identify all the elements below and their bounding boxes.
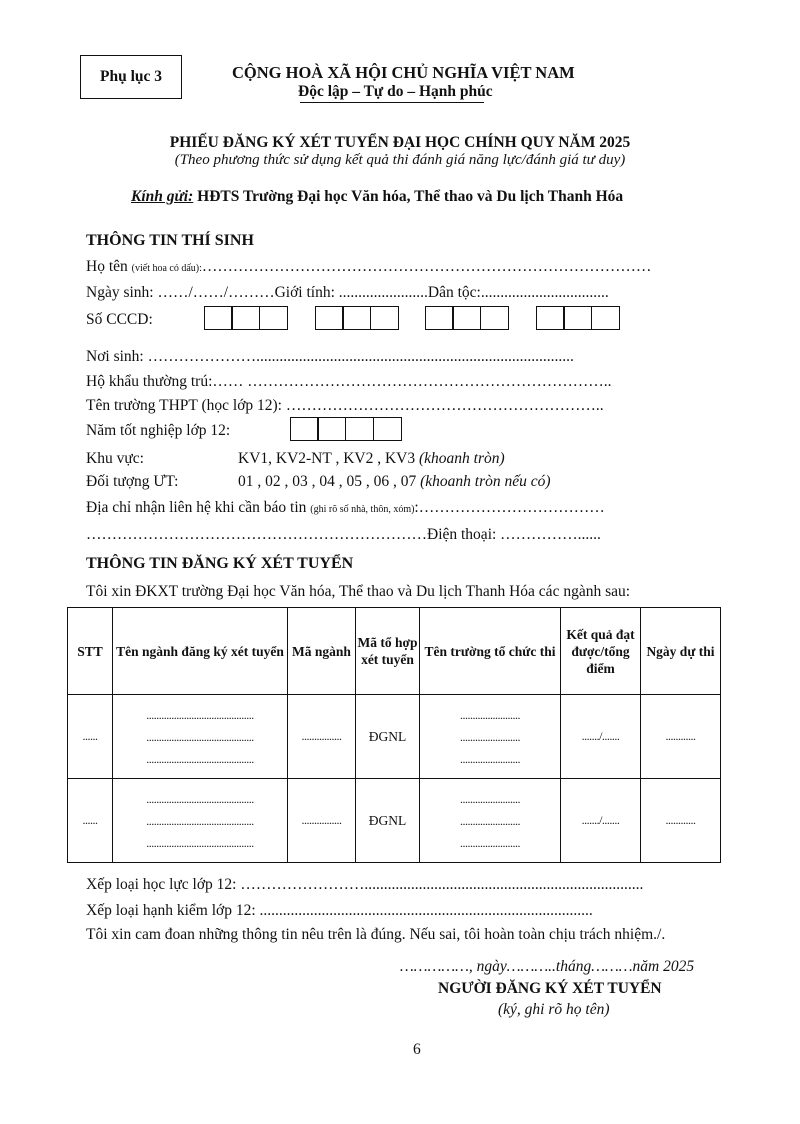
cccd-cell[interactable] [425, 306, 454, 330]
cell-major[interactable] [113, 695, 288, 779]
signer-title: NGƯỜI ĐĂNG KÝ XÉT TUYỂN [438, 980, 662, 997]
col-header-major: Tên ngành đăng ký xét tuyển [113, 608, 288, 695]
region-values[interactable]: KV1, KV2-NT , KV2 , KV3 [238, 450, 416, 467]
cell-stt[interactable]: ...... [68, 779, 113, 863]
appendix-label: Phụ lục 3 [80, 55, 182, 99]
recipient-label: Kính gửi: [131, 188, 194, 205]
motto-underline [300, 102, 484, 103]
address-field[interactable] [86, 499, 605, 517]
birthplace-field[interactable]: Nơi sinh: ………………….................................................................................. [86, 348, 574, 365]
cccd-cell[interactable] [231, 306, 260, 330]
cccd-cell[interactable] [315, 306, 344, 330]
cccd-cell[interactable] [204, 306, 233, 330]
region-note: (khoanh tròn) [418, 450, 505, 467]
cccd-cell[interactable] [452, 306, 481, 330]
address-line-2-dots: ………………………………………………………… [86, 526, 427, 543]
cccd-label: Số CCCD: [86, 311, 153, 328]
signing-date-line[interactable]: ……………, ngày………..tháng………năm 2025 [400, 958, 695, 975]
major-line[interactable]: ........................................... [146, 813, 254, 828]
major-line[interactable]: ........................................... [146, 707, 254, 722]
name-note: (viết hoa có dấu): [131, 263, 202, 274]
cccd-group-1[interactable] [205, 306, 288, 330]
grad-year-cell[interactable] [373, 417, 402, 441]
exam-school-line[interactable]: ........................ [460, 835, 520, 850]
grad-year-cell[interactable] [317, 417, 346, 441]
cccd-cell[interactable] [480, 306, 509, 330]
cell-major-code[interactable]: ................ [288, 779, 356, 863]
dob-gender-ethnic-row [86, 284, 609, 302]
grad-year-cell[interactable] [345, 417, 374, 441]
national-motto: Độc lập – Tự do – Hạnh phúc [298, 83, 493, 100]
grad-year-label: Năm tốt nghiệp lớp 12: [86, 422, 231, 439]
exam-school-line[interactable]: ........................ [460, 729, 520, 744]
region-label: Khu vực: [86, 450, 144, 467]
major-line[interactable]: ........................................... [146, 751, 254, 766]
cell-score[interactable]: ......./....... [561, 779, 641, 863]
address-line-2[interactable] [86, 526, 601, 544]
name-label: Họ tên [86, 258, 128, 275]
cccd-cell[interactable] [370, 306, 399, 330]
priority-note: (khoanh tròn nếu có) [420, 473, 551, 490]
cccd-cell[interactable] [259, 306, 288, 330]
cell-combo: ĐGNL [356, 695, 420, 779]
table-row [68, 779, 721, 863]
registration-table [67, 607, 721, 863]
gender-field[interactable]: Giới tính: ....................... [274, 284, 428, 301]
academic-rank-field[interactable]: Xếp loại học lực lớp 12: ……………………........................................................................ [86, 876, 644, 893]
major-line[interactable]: ........................................... [146, 729, 254, 744]
cell-exam-date[interactable]: ............ [641, 779, 721, 863]
col-header-combo: Mã tổ hợp xét tuyển [356, 608, 420, 695]
name-dots: …………………………………………………………………………… [201, 258, 652, 275]
table-row [68, 695, 721, 779]
phone-field[interactable]: Điện thoại: ……………...... [427, 526, 601, 543]
registration-section-title: THÔNG TIN ĐĂNG KÝ XÉT TUYỂN [86, 555, 354, 572]
cccd-cell[interactable] [563, 306, 592, 330]
signer-note: (ký, ghi rõ họ tên) [498, 1001, 610, 1018]
major-line[interactable]: ........................................... [146, 835, 254, 850]
cccd-group-2[interactable] [316, 306, 399, 330]
recipient-line [131, 188, 623, 206]
cell-combo: ĐGNL [356, 779, 420, 863]
recipient-name: HĐTS Trường Đại học Văn hóa, Thể thao và Du lịch Thanh Hóa [197, 188, 624, 205]
exam-school-line[interactable]: ........................ [460, 751, 520, 766]
grad-year-cells[interactable] [291, 417, 402, 441]
priority-values[interactable]: 01 , 02 , 03 , 04 , 05 , 06 , 07 [238, 473, 417, 490]
dob-field[interactable]: Ngày sinh: ……/……/……… [86, 284, 275, 301]
address-dots: :……………………………… [414, 499, 605, 516]
exam-school-line[interactable]: ........................ [460, 707, 520, 722]
priority-row[interactable] [238, 473, 551, 491]
cell-exam-school[interactable] [420, 695, 561, 779]
cell-score[interactable]: ......./....... [561, 695, 641, 779]
region-row[interactable] [238, 450, 505, 468]
school-field[interactable]: Tên trường THPT (học lớp 12): …………………………………………………….. [86, 397, 604, 414]
cell-major-code[interactable]: ................ [288, 695, 356, 779]
cccd-cell[interactable] [591, 306, 620, 330]
col-header-major-code: Mã ngành [288, 608, 356, 695]
col-header-score: Kết quả đạt được/tổng điểm [561, 608, 641, 695]
address-label: Địa chỉ nhận liên hệ khi cần báo tin [86, 499, 307, 516]
candidate-section-title: THÔNG TIN THÍ SINH [86, 232, 254, 249]
table-header-row [68, 608, 721, 695]
exam-school-line[interactable]: ........................ [460, 813, 520, 828]
grad-year-cell[interactable] [290, 417, 319, 441]
residence-field[interactable]: Hộ khẩu thường trú:…… …………………………………………………………….. [86, 373, 612, 390]
registration-intro: Tôi xin ĐKXT trường Đại học Văn hóa, Thể thao và Du lịch Thanh Hóa các ngành sau: [86, 583, 631, 600]
national-title: CỘNG HOÀ XÃ HỘI CHỦ NGHĨA VIỆT NAM [232, 63, 575, 82]
cccd-group-4[interactable] [537, 306, 620, 330]
col-header-stt: STT [68, 608, 113, 695]
col-header-exam-date: Ngày dự thi [641, 608, 721, 695]
cell-major[interactable] [113, 779, 288, 863]
address-note: (ghi rõ số nhà, thôn, xóm) [310, 504, 415, 515]
major-line[interactable]: ........................................... [146, 791, 254, 806]
cccd-cell[interactable] [342, 306, 371, 330]
conduct-rank-field[interactable]: Xếp loại hạnh kiểm lớp 12: ...................................................................................... [86, 902, 593, 919]
page-number: 6 [413, 1041, 421, 1058]
commitment-text: Tôi xin cam đoan những thông tin nêu trên là đúng. Nếu sai, tôi hoàn toàn chịu trách nhiệm./. [86, 926, 666, 943]
cccd-group-3[interactable] [426, 306, 509, 330]
cell-stt[interactable]: ...... [68, 695, 113, 779]
ethnic-field[interactable]: Dân tộc:................................. [427, 284, 609, 301]
cccd-cell[interactable] [536, 306, 565, 330]
form-title: PHIẾU ĐĂNG KÝ XÉT TUYỂN ĐẠI HỌC CHÍNH QUY NĂM 2025 [169, 134, 631, 151]
priority-label: Đối tượng ƯT: [86, 473, 179, 490]
col-header-exam-school: Tên trường tổ chức thi [420, 608, 561, 695]
form-subtitle: (Theo phương thức sử dụng kết quả thi đánh giá năng lực/đánh giá tư duy) [174, 152, 626, 168]
cell-exam-school[interactable] [420, 779, 561, 863]
cell-exam-date[interactable]: ............ [641, 695, 721, 779]
name-field[interactable] [86, 258, 651, 276]
exam-school-line[interactable]: ........................ [460, 791, 520, 806]
